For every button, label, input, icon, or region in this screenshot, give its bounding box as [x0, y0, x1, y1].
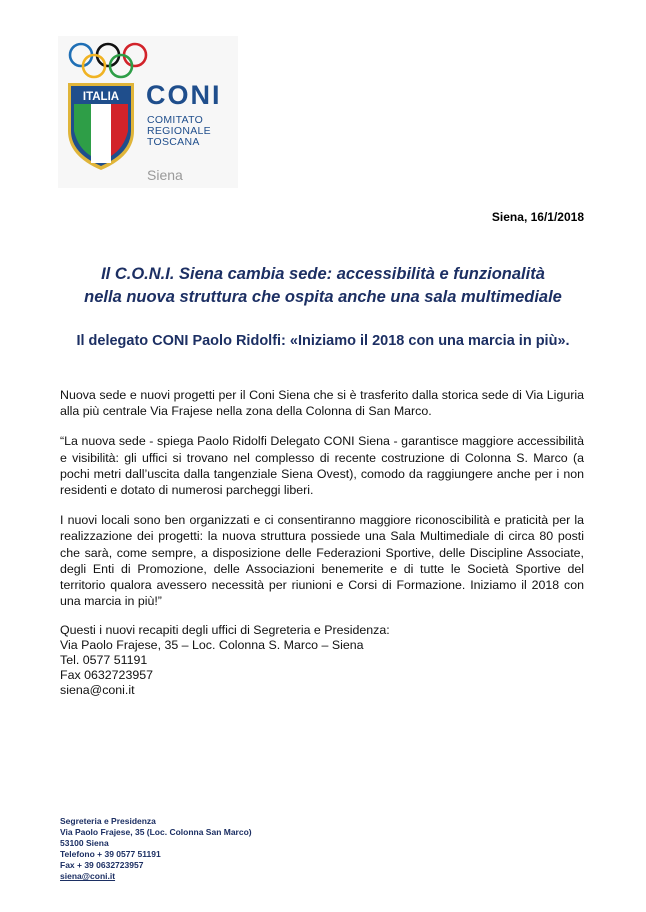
contacts-intro: Questi i nuovi recapiti degli uffici di Segreteria e Presidenza:	[60, 623, 390, 638]
paragraph: “La nuova sede - spiega Paolo Ridolfi Delegato CONI Siena - garantisce maggiore accessibilità e visibilità: gli uffici si trovano nel complesso di recente costruzione di Colonna S. Marco (a pochi metri dall’uscita dalla tangenziale Siena Ovest), comodo da raggiungere anche per i non residenti e dotato di numerosi parcheggi liberi.	[60, 434, 584, 498]
headline-line: Il C.O.N.I. Siena cambia sede: accessibilità e funzionalità	[101, 265, 545, 283]
paragraph: I nuovi locali sono ben organizzati e ci consentiranno maggiore riconoscibilità e praticità per la realizzazione dei progetti: la nuova struttura possiede una Sala Multimediale di circa 80 posti che sarà, come sempre, a disposizione delle Federazioni Sportive, delle Discipline Associate, degli Enti di Promozione, delle Associazioni benemerite e di tutte le Società Sportive del territorio qualora avessero necessità per riunioni e Corsi di Formazione. Iniziamo il 2018 con una marcia in più!”	[60, 513, 584, 609]
footer-line: Telefono + 39 0577 51191	[60, 849, 161, 859]
contacts-email[interactable]: siena@coni.it	[60, 683, 135, 698]
coni-subtitle-line: TOSCANA	[147, 136, 200, 148]
contacts-tel: Tel. 0577 51191	[60, 653, 148, 668]
footer-line: Segreteria e Presidenza	[60, 816, 156, 826]
contacts-fax: Fax 0632723957	[60, 668, 154, 683]
coni-subtitle-line: REGIONALE	[147, 125, 211, 137]
subheadline: Il delegato CONI Paolo Ridolfi: «Iniziamo il 2018 con una marcia in più».	[76, 333, 570, 349]
footer-line: Via Paolo Frajese, 35 (Loc. Colonna San Marco)	[60, 827, 252, 837]
article-body	[60, 387, 584, 698]
footer-line: 53100 Siena	[60, 838, 109, 848]
footer	[60, 816, 252, 882]
document-date: Siena, 16/1/2018	[491, 210, 584, 224]
contacts-block	[60, 623, 584, 698]
paragraph: Nuova sede e nuovi progetti per il Coni Siena che si è trasferito dalla storica sede di Via Liguria alla più centrale Via Frajese nella zona della Colonna di San Marco.	[60, 388, 584, 419]
contacts-address: Via Paolo Frajese, 35 – Loc. Colonna S. Marco – Siena	[60, 638, 364, 653]
footer-line: Fax + 39 0632723957	[60, 860, 144, 870]
coni-city: Siena	[147, 167, 183, 183]
coni-emblem	[58, 36, 238, 188]
coni-logo	[58, 36, 238, 188]
olympic-rings-icon	[70, 44, 146, 77]
flag-text: ITALIA	[82, 91, 120, 103]
headline-line: nella nuova struttura che ospita anche una sala multimediale	[84, 288, 562, 306]
coni-subtitle-line: COMITATO	[147, 114, 204, 126]
footer-email-link[interactable]: siena@coni.it	[60, 871, 116, 881]
headline	[0, 263, 646, 309]
coni-subtitle	[147, 115, 211, 148]
coni-brand: CONI	[146, 80, 222, 110]
